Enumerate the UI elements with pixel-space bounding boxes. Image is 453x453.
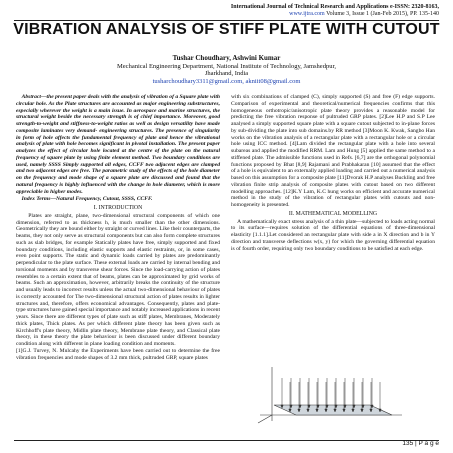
- journal-url-link[interactable]: www.ijtra.com: [289, 11, 325, 18]
- introduction-paragraph-2: [1]G.J. Turvey, N. Mulcahy the Experiments have been carried out to determine the free vibration frequencies and mode shapes of 3.2 mm thick, pultruded GRP, square plates: [16, 347, 220, 361]
- page-footer: [402, 440, 439, 447]
- author-email-link[interactable]: tusharchoudhary3311@gmail.com, akniit08@gmail.com: [152, 77, 301, 85]
- modelling-paragraph: [231, 219, 435, 253]
- index-terms-text: Natural Frequency, Cutout, SSSS, CCFF.: [56, 196, 153, 203]
- footer-rule: [14, 440, 439, 441]
- plate-diagram: [252, 361, 412, 425]
- paper-title: VIBRATION ANALYSIS OF STIFF PLATE WITH CUTOUT: [13, 21, 440, 38]
- introduction-text: Plates are straight, plane, two-dimensional structural components of which one dimension, referred to as thickness h, is much smaller than the other dimensions. Geometrically they are bound either by straight or curved lines. Like their counterparts, the beams, they not only serve as structural components but can also form complete structures such as slab bridges, for example Statically plates have free, simply supported and fixed boundary conditions, including elastic supports and elastic restraints, or, in some cases, even point supports. The static and dynamic loads carried by plates are predominantly perpendicular to the plate surface. These external loads are carried by internal bending and torsional moments and by transverse shear forces. Since the load-carrying action of plates resembles to a certain extent that of beams, plates can be approximated by grid works of beams. Such an approximation, however, arbitrarily breaks the continuity of the structure and usually leads to incorrect results unless the actual two-dimensional behaviour of plates is correctly accounted for The two-dimensional structural action of plates results in lighter structures and, therefore, offers economical advantages. Consequently, plates and plate-type structures have gained special importance and notably increased applications in recent years. Since there are different types of plate such as stiff plates, Membranes, Moderately thick plates, Thick plates. As per which different plate theory has been given such as Kirchhoff's plate theory, Midlin plate theory, Membrane plate theory, and Classical plate theory, in these theory the plate behaviour is been discussed under different boundary condition along with different in plane loading condition and moments.: [16, 212, 220, 347]
- index-terms: [16, 196, 220, 203]
- index-terms-label: Index Terms—: [21, 196, 57, 203]
- page-label: | P a g e: [413, 440, 439, 447]
- left-column: [16, 94, 220, 361]
- journal-header: [231, 4, 439, 19]
- literature-review-paragraph: with six combinations of clamped (C), simply supported (S) and free (F) edge supports. Comparison of experimental and theoretical/numerical frequencies confirms that this homogeneous orthotropic/anisotropic plate theory provides a reasonable model for predicting the free vibration response of pultruded GRP plates. [2]Lee H.P and S.P Lee analysed a simply supported square plate with a square cutout subjected to in-plane forces by sub-dividing the plate into sub domains.by RR method [3]Moon K. Kwak, Sangbo Han works on the vibration analysis of a rectangular plate with a rectangular hole or a circular hole using ICC method. [4]Lam divided the rectangular plate with a hole into several subareas and applied the modified RRM. Lam and Hung [5] applied the same method to a stiffened plate. The admissible functions used in Refs. [6,7] are the orthogonal polynomial functions proposed by Bhat [8,9] Rajamani and Prabhakaran [10] assumed that the effect of a hole is equivalent to an externally applied loading and carried out a numerical analysis based on this assumption for a composite plate [11]Dvorak H.P analyses Buckling and free vibration finite strip analysis of composite plates with cutout based on two different modelling approaches. [12]K.Y Lam, K.C hung works on efficient and accurate numerical method in the study of the vibration of rectangular plates with cutouts and non-homogeneity is presented.: [231, 94, 435, 208]
- abstract-text: —the present paper deals with the analysis of vibration of a Square plate with circular hole. As the Plate structures are accounted as major engineering substructures, especially wherever the weight is a main issue. In aerospace and marine structures, the structural weight beside the necessary strength is of chief importance. Moreover, good strength-to-weight and stiffness-to-weight ratios as well as design versatility have made composite laminates very demand- engineering structures. The presence of singularity in form of hole affects the fundamental frequency of plate and hence the vibrational analysis of plate with hole becomes significant in pivotal installation. The present paper analyzes the effect of circular hole located at the centre of the plate on the natural frequency of square plate by using finite element method. Two boundary conditions are used, namely SSSS Simply supported all edges, CCFF two adjacent edges are clamped and two adjacent edges are free. The parametric study of the effects of the hole diameter on the frequency and mode shape of a square plate are discussed and found that the natural frequency is highly influenced with the change in hole diameter, which is more appreciable in higher modes.: [16, 94, 220, 195]
- author-names: Tushar Choudhary, Ashwini Kumar: [172, 54, 281, 62]
- abstract-label: Abstract: [21, 94, 41, 100]
- journal-name: International Journal of Technical Research and Applications e-ISSN: 2320-8163,: [230, 4, 439, 10]
- page-number: 135: [402, 440, 414, 447]
- journal-issue: [231, 11, 439, 18]
- author-email: [0, 78, 453, 86]
- right-column: [231, 94, 435, 252]
- journal-volume: Volume 3, Issue 1 (Jan-Feb 2015), PP. 135-140: [324, 11, 439, 18]
- introduction-paragraph: [16, 213, 220, 348]
- author-location: Jharkhand, India: [204, 70, 249, 78]
- modelling-text: A mathematically exact stress analysis of a thin plate—subjected to loads acting normal to its surface—requires solution of the differential equations of three-dimensional elasticity [1.1.1].Let considered an rectangular plate with side a in X direction and b in Y direction and transverse deflections w(x, y) for which the governing differential equation is of fourth order, requiring only two boundary conditions to be satisfied at each edge.: [231, 218, 435, 252]
- author-affiliation: Mechanical Engineering Department, National Institute of Technology, Jamshedpur,: [117, 62, 336, 70]
- section-title-introduction: I. INTRODUCTION: [93, 205, 143, 211]
- author-block: [0, 55, 453, 85]
- section-title-modelling: II. MATHEMATICAL MODELLING: [288, 210, 378, 217]
- abstract: [16, 94, 220, 195]
